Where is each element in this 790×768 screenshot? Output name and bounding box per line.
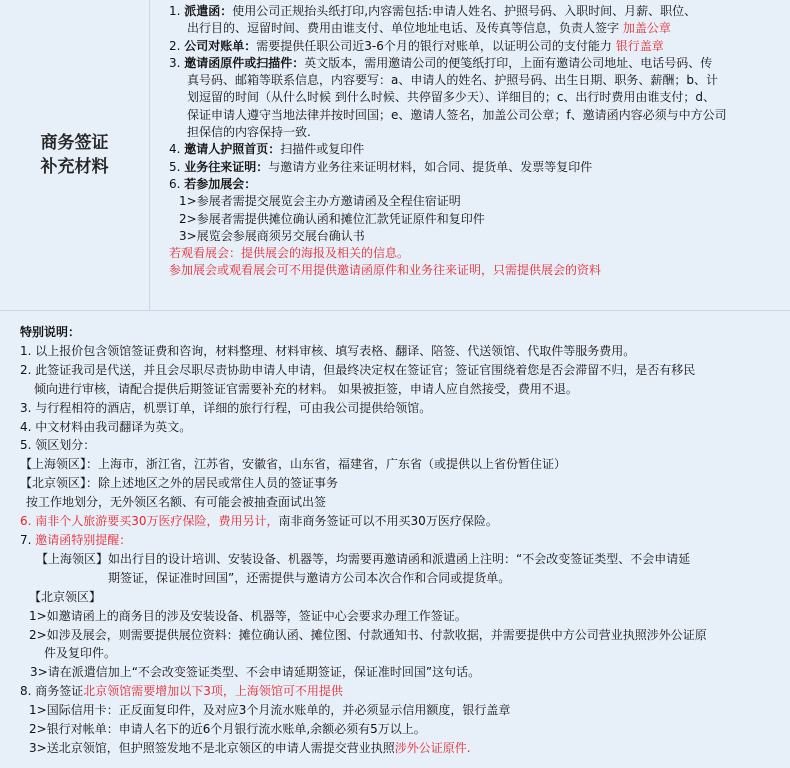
special-notes	[0, 311, 790, 768]
note-item: 4. 中文材料由我司翻译为英文。	[20, 419, 192, 434]
item-invitation-letter-cont: 划逗留的时间（从什么时候 到什么时候、共停留多少天）、详细目的；c、出行时费用由谁支付；d、	[187, 90, 716, 105]
exhibition-exemption-note: 参加展会或观看展会可不用提供邀请函原件和业务往来证明，只需提供展会的资料	[169, 263, 602, 278]
exhibition-subitem: 1>参展者需提交展览会主办方邀请函及全程住宿证明	[179, 194, 461, 209]
invitation-shanghai-note: 【上海领区】如出行目的设计培训、安装设备、机器等，均需要再邀请函和派遣函上注明：“不会改变签证类型、不会申请延	[36, 551, 691, 566]
note-item: 5. 领区划分：	[20, 438, 96, 453]
note-item: 8. 商务签证北京领馆需要增加以下3项，上海领馆可不用提供	[20, 684, 343, 699]
note-item: 6. 南非个人旅游要买30万医疗保险，费用另计，南非商务签证可以不用买30万医疗保险。	[20, 514, 498, 529]
beijing-extra-item: 3>送北京领馆，但护照签发地不是北京领区的申请人需提交营业执照涉外公证原件.	[29, 740, 471, 755]
invitation-beijing-item-cont: 件及复印件。	[44, 646, 117, 661]
invitation-shanghai-note-cont: 期签证，保证准时回国”，还需提供与邀请方公司本次合作和合同或提货单。	[108, 570, 511, 585]
category-title-line: 补充材料	[40, 157, 109, 177]
note-item: 1. 以上报价包含领馆签证费和咨询，材料整理、材料审核、填写表格、翻译、陪签、代送领馆、代取件等服务费用。	[20, 343, 636, 358]
item-title: 业务往来证明：	[184, 159, 269, 174]
note-item-cont: 倾向进行审核，请配合提供后期签证官需要补充的材料。 如果被拒签，申请人应自然接受，费用不退。	[34, 381, 578, 396]
item-invitation-letter-cont: 保证申请人遵守当地法律并按时回国；e、邀请人签名，加盖公司公章；f、邀请函内容必须与中方公司	[187, 107, 727, 122]
item-invitation-letter: 3. 邀请函原件或扫描件：英文版本，需用邀请公司的便笺纸打印，上面有邀请公司地址、电话号码、传	[169, 55, 713, 70]
invitation-beijing-item: 2>如涉及展会，则需要提供展位资料：摊位确认函、摊位图、付款通知书、付款收据，并需要提供中方公司营业执照涉外公证原	[29, 627, 707, 642]
item-exhibition: 6. 若参加展会：	[169, 176, 257, 191]
item-invitation-letter-cont: 担保信的内容保持一致.	[187, 125, 311, 140]
invitation-beijing-heading: 【北京领区】	[29, 589, 102, 604]
exhibition-subitem: 3>展览会参展商须另交展台确认书	[179, 228, 365, 243]
category-title-line: 商务签证	[40, 133, 109, 153]
beijing-extra-item: 2>银行对帐单：申请人名下的近6个月银行流水账单,余额必须有5万以上。	[29, 722, 426, 737]
item-title: 派遣函：	[184, 4, 233, 18]
item-company-statement: 2. 公司对账单：需要提供任职公司近3-6个月的银行对账单，以证明公司的支付能力 银行盖章	[169, 38, 664, 53]
invitation-beijing-item: 3>请在派遣信加上“不会改变签证类型、不会申请延期签证，保证准时回国”这句话。	[30, 665, 481, 680]
exhibition-visitor-note: 若观看展会：提供展会的海报及相关的信息。	[169, 246, 410, 261]
shanghai-district: 【上海领区】：上海市，浙江省，江苏省，安徽省，山东省，福建省，广东省（或提供以上省份暂住证）	[20, 457, 567, 472]
item-inviter-passport: 4. 邀请人护照首页：扫描件或复印件	[169, 142, 365, 157]
materials-list	[150, 0, 790, 310]
item-title: 公司对账单：	[184, 38, 257, 53]
note-item: 2. 此签证我司是代送，并且会尽职尽责协助申请人申请，但最终决定权在签证官；签证官围绕着您是否会滞留不归，是否有移民	[20, 362, 696, 377]
item-title: 邀请人护照首页：	[184, 142, 281, 157]
note-item: 3. 与行程相符的酒店，机票订单，详细的旅行行程，可由我公司提供给领馆。	[20, 400, 432, 415]
category-title	[41, 131, 109, 179]
item-title: 若参加展会：	[184, 176, 257, 191]
exhibition-subitem: 2>参展者需提供摊位确认函和摊位汇款凭证原件和复印件	[179, 211, 485, 226]
beijing-district: 【北京领区】：除上述地区之外的居民或常住人员的签证事务	[20, 476, 339, 491]
invitation-beijing-item: 1>如邀请函上的商务目的涉及安装设备、机器等，签证中心会要求办理工作签证。	[29, 608, 467, 623]
item-title: 邀请函原件或扫描件：	[184, 55, 305, 70]
category-cell	[0, 0, 150, 310]
materials-table	[0, 0, 790, 311]
item-business-proof: 5. 业务往来证明：与邀请方业务往来证明材料，如合同、提货单、发票等复印件	[169, 159, 593, 174]
note-item: 7. 邀请函特别提醒：	[20, 532, 132, 547]
beijing-extra-item: 1>国际信用卡：正反面复印件，及对应3个月流水账单的，并必须显示信用额度，银行盖章	[29, 703, 511, 718]
item-dispatch-letter: 1. 派遣函：使用公司正规抬头纸打印,内容需包括:申请人姓名、护照号码、入职时间、月薪、职位、	[169, 4, 697, 18]
item-invitation-letter-cont: 真号码、邮箱等联系信息，内容要写：a、申请人的姓名、护照号码、出生日期、职务、薪酬；b、计	[187, 73, 718, 88]
item-dispatch-letter-cont: 出行目的、逗留时间、费用由谁支付、单位地址电话、及传真等信息，负责人签字 加盖公章	[187, 21, 671, 36]
district-note: 按工作地划分，无外领区名额、有可能会被抽查面试出签	[26, 495, 327, 510]
notes-title: 特别说明：	[20, 325, 81, 339]
